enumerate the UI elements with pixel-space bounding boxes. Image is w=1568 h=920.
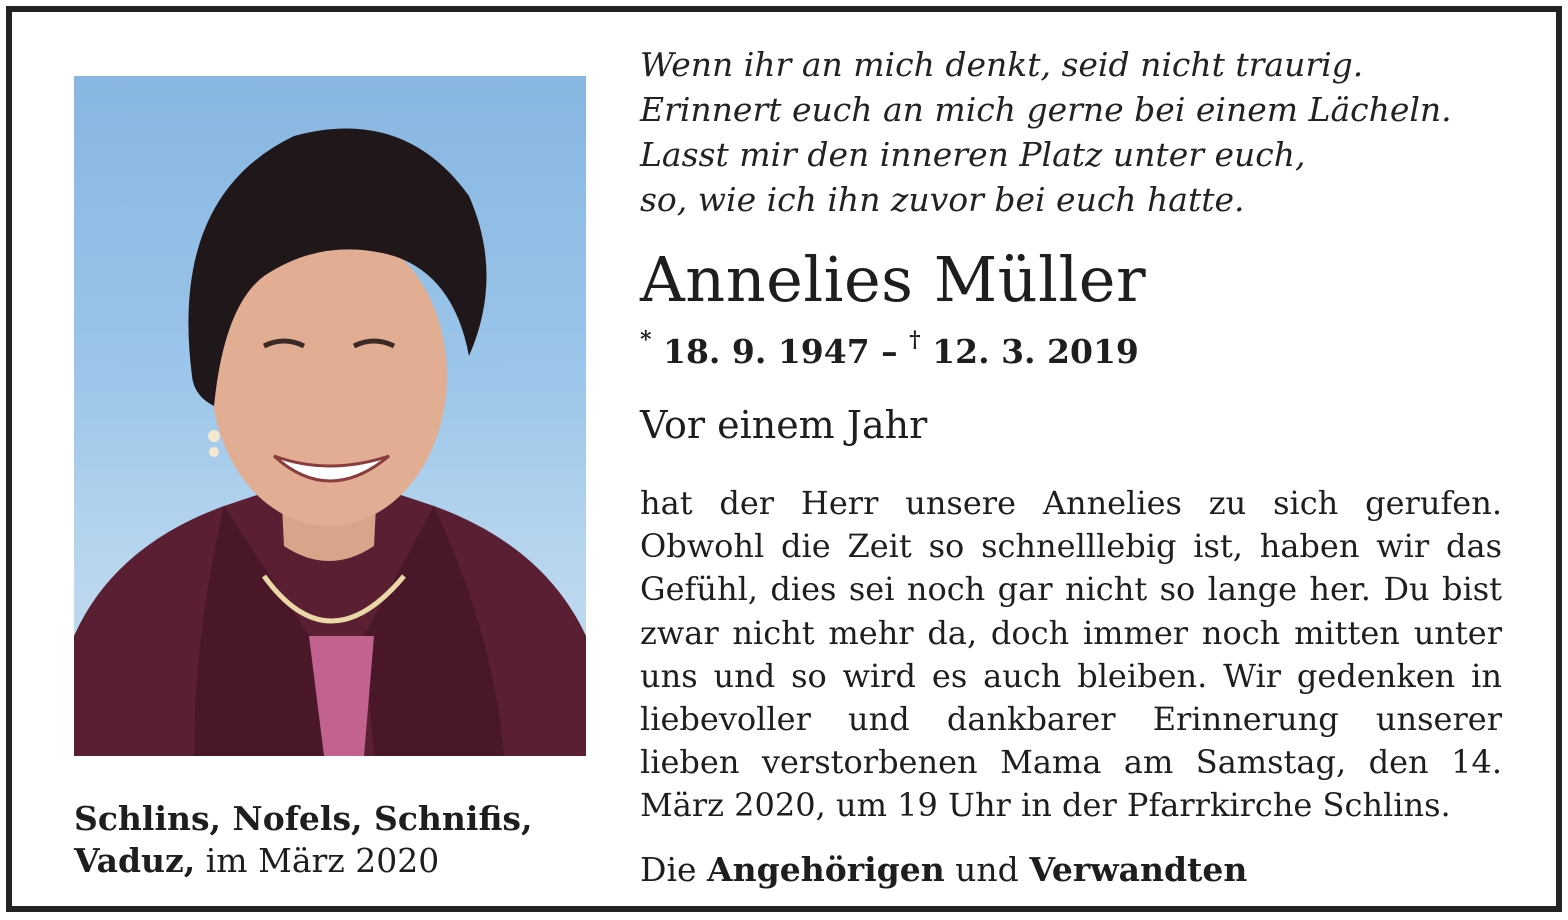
life-dates: [640, 322, 1139, 374]
birth-symbol: *: [640, 327, 652, 353]
closing-and: und: [944, 850, 1030, 889]
place-names-bold: Schlins, Nofels, Schnifis,: [74, 799, 533, 838]
place-line-1: [74, 798, 594, 840]
closing-kin: Verwandten: [1029, 850, 1248, 889]
obituary-card: [6, 6, 1562, 912]
signature-line: [640, 848, 1247, 892]
poem-line: Wenn ihr an mich denkt, seid nicht traurig.: [640, 45, 1364, 84]
memorial-text: hat der Herr unsere Annelies zu sich gerufen. Obwohl die Zeit so schnelllebig ist, haben wir das Gefühl, dies sei noch gar nicht so lange her. Du bist zwar nicht mehr da, doch immer noch mitten unter uns und so wird es auch bleiben. Wir gedenken in liebevoller und dankbarer Erinnerung unserer lieben verstorbenen Mama am Samstag, den 14. März 2020, um 19 Uhr in der Pfarrkirche Schlins.: [640, 484, 1502, 825]
deceased-name: Annelies Müller: [640, 243, 1147, 316]
place-date: im März 2020: [195, 841, 440, 880]
place-and-date: [74, 798, 594, 882]
place-vaduz-bold: Vaduz,: [74, 841, 196, 880]
portrait-illustration: [74, 76, 586, 756]
closing-relatives: Angehörigen: [707, 850, 945, 889]
death-date: 12. 3. 2019: [920, 332, 1139, 371]
poem: [640, 42, 1520, 222]
poem-line: so, wie ich ihn zuvor bei euch hatte.: [640, 180, 1245, 219]
anniversary-heading: Vor einem Jahr: [640, 403, 928, 447]
closing-prefix: Die: [640, 850, 708, 889]
poem-line: Lasst mir den inneren Platz unter euch,: [640, 135, 1306, 174]
birth-date: 18. 9. 1947 –: [651, 332, 910, 371]
portrait-photo-icon: [74, 76, 586, 756]
place-line-2: [74, 840, 594, 882]
death-symbol: †: [909, 327, 921, 353]
poem-line: Erinnert euch an mich gerne bei einem Lächeln.: [640, 90, 1452, 129]
